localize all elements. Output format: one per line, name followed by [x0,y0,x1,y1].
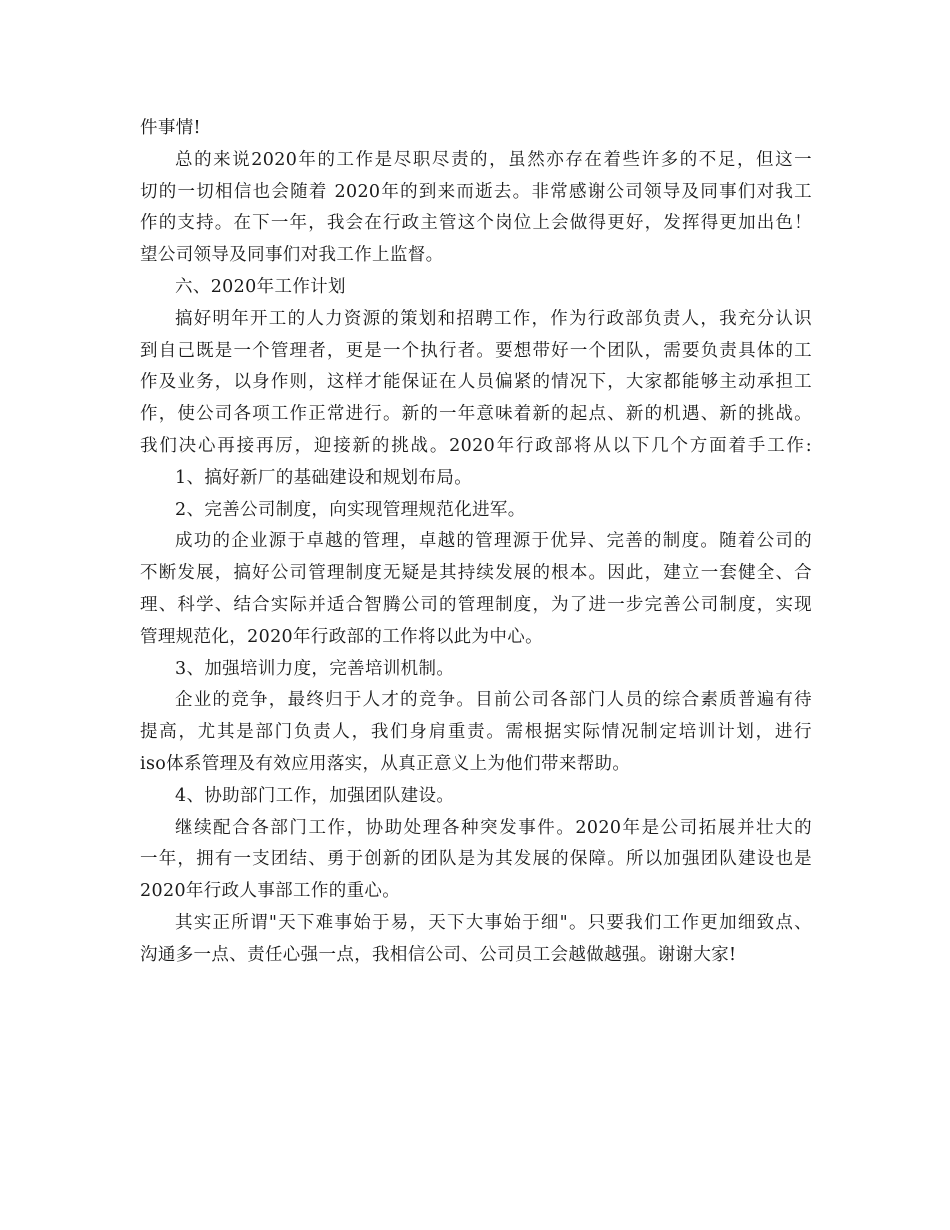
text-line: 望公司领导及同事们对我工作上监督。 [140,245,444,266]
text-line: 3、加强培训力度，完善培训机制。 [175,658,455,679]
text-line: 提高，尤其是部门负责人，我们身肩重责。需根据实际情况制定培训计划，进行 [140,722,812,743]
text-line: 不断发展，搞好公司管理制度无疑是其持续发展的根本。因此，建立一套健全、合 [140,563,812,584]
text-line: 继续配合各部门工作，协助处理各种突发事件。2020年是公司拓展并壮大的 [175,817,812,838]
text-line: 2020年行政人事部工作的重心。 [140,881,401,902]
text-line: 理、科学、结合实际并适合智腾公司的管理制度，为了进一步完善公司制度，实现 [140,594,812,615]
text-line: 件事情! [140,118,201,138]
text-line: 作及业务，以身作则，这样才能保证在人员偏紧的情况下，大家都能够主动承担工 [140,372,812,393]
text-line: iso体系管理及有效应用落实，从真正意义上为他们带来帮助。 [140,753,631,774]
text-line: 企业的竞争，最终归于人才的竞争。目前公司各部门人员的综合素质普遍有待 [175,690,812,711]
text-line: 一年，拥有一支团结、勇于创新的团队是为其发展的保障。所以加强团队建设也是 [140,849,812,870]
text-line: 到自己既是一个管理者，更是一个执行者。要想带好一个团队，需要负责具体的工 [140,340,812,361]
text-line: 2、完善公司制度，向实现管理规范化进军。 [175,499,526,520]
text-line: 作，使公司各项工作正常进行。新的一年意味着新的起点、新的机遇、新的挑战。 [140,404,812,425]
text-line: 4、协助部门工作，加强团队建设。 [175,785,455,806]
text-line: 作的支持。在下一年，我会在行政主管这个岗位上会做得更好，发挥得更加出色！ [140,213,812,234]
text-line: 1、搞好新厂的基础建设和规划布局。 [175,467,473,488]
text-line: 沟通多一点、责任心强一点，我相信公司、公司员工会越做越强。谢谢大家! [140,944,737,965]
document-body [140,113,812,972]
text-line: 管理规范化，2020年行政部的工作将以此为中心。 [140,626,543,647]
text-line: 切的一切相信也会随着 2020年的到来而逝去。非常感谢公司领导及同事们对我工 [140,181,812,202]
text-line: 六、2020年工作计划 [175,276,346,297]
text-line: 总的来说2020年的工作是尽职尽责的，虽然亦存在着些许多的不足，但这一 [175,149,812,170]
text-line: 其实正所谓"天下难事始于易，天下大事始于细"。只要我们工作更加细致点、 [175,912,812,933]
text-line: 成功的企业源于卓越的管理，卓越的管理源于优异、完善的制度。随着公司的 [175,531,812,552]
text-line: 搞好明年开工的人力资源的策划和招聘工作，作为行政部负责人，我充分认识 [175,308,812,329]
text-line: 我们决心再接再厉，迎接新的挑战。2020年行政部将从以下几个方面着手工作: [140,435,812,456]
